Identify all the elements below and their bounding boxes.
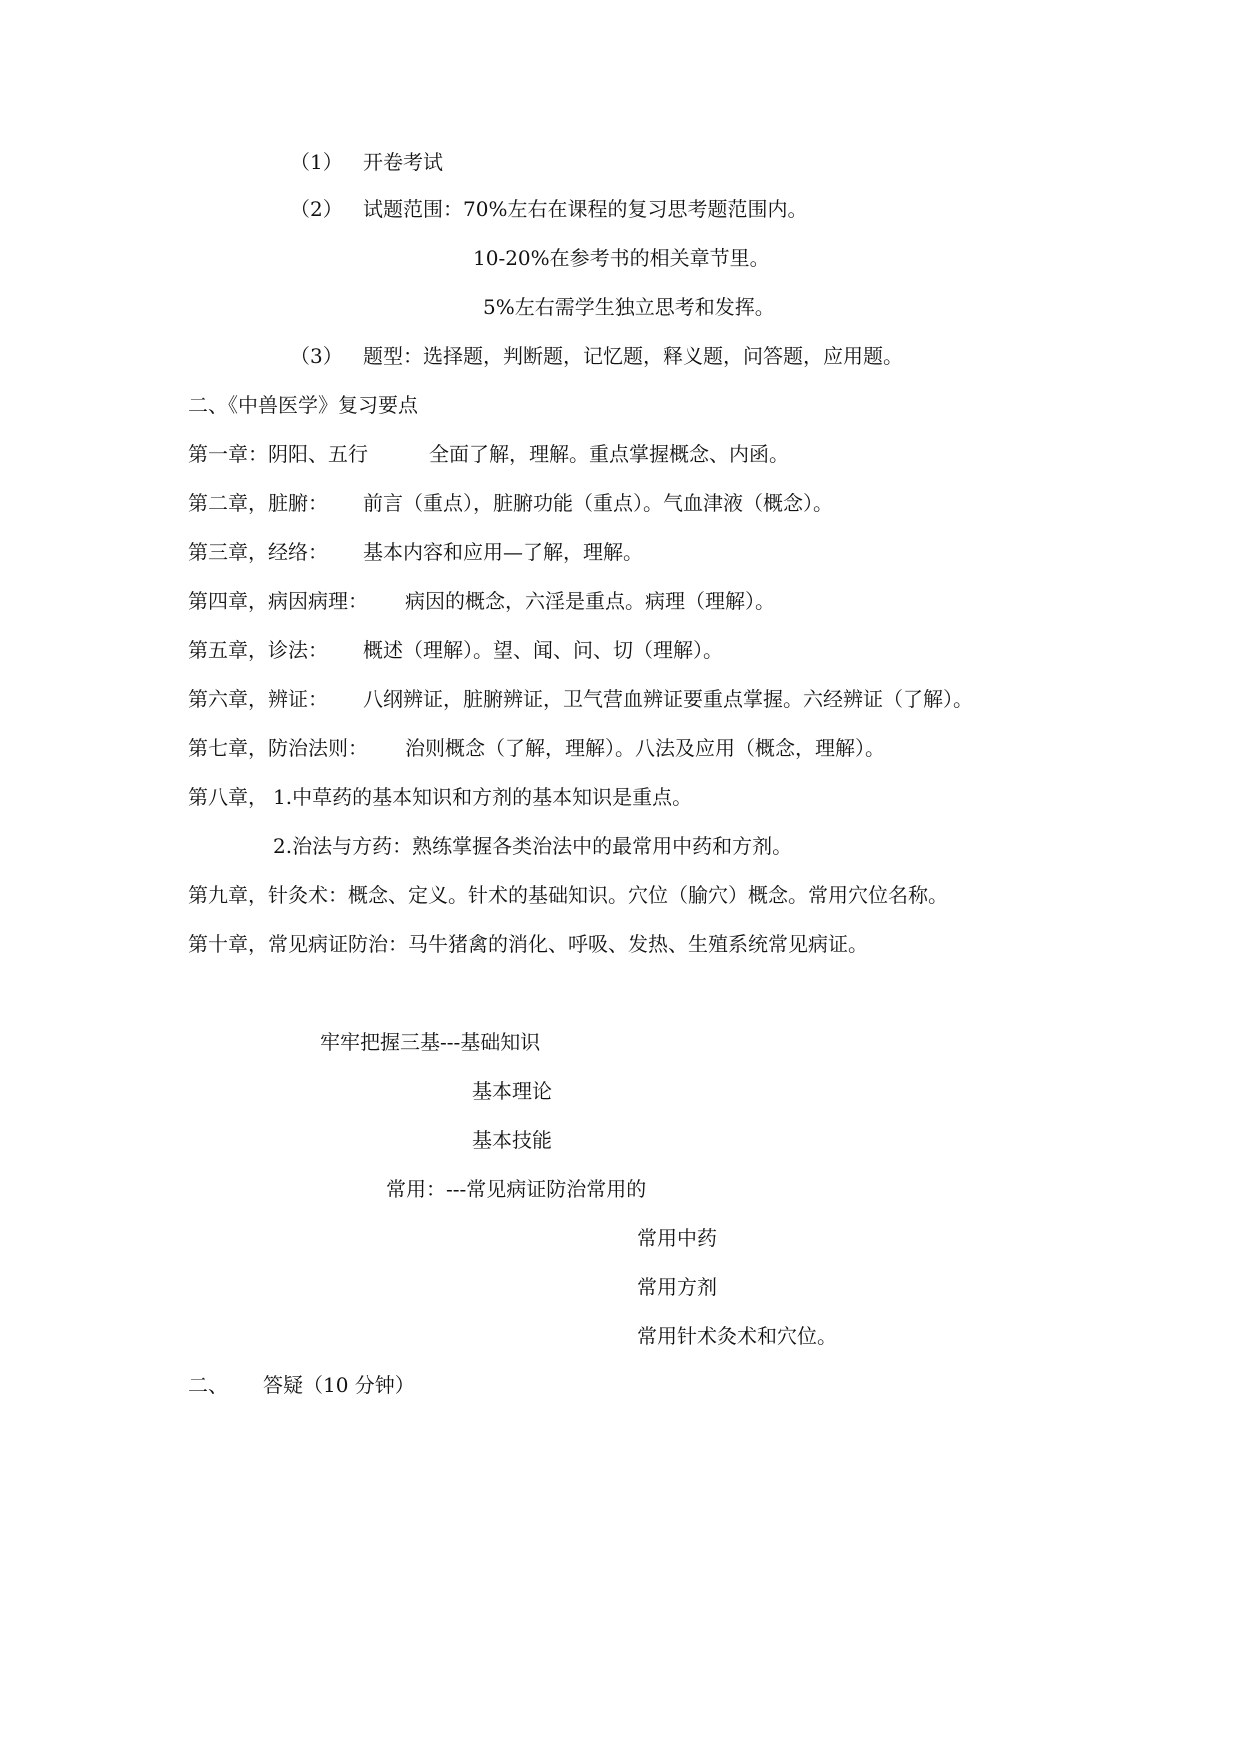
chapter-6-label: 第六章，辨证： bbox=[188, 687, 328, 711]
chapter-8-label: 第八章， bbox=[188, 785, 268, 809]
chapter-5-label: 第五章，诊法： bbox=[188, 638, 328, 662]
summary-common: 常用：---常见病证防治常用的 bbox=[386, 1177, 647, 1201]
summary-basic-skill: 基本技能 bbox=[472, 1128, 552, 1152]
chapter-8-text: 1.中草药的基本知识和方剂的基本知识是重点。 bbox=[273, 785, 693, 809]
exam-item-1-number: （1） bbox=[290, 150, 343, 174]
chapter-5-text: 概述（理解）。望、闻、问、切（理解）。 bbox=[363, 638, 723, 662]
summary-common-herbs: 常用中药 bbox=[637, 1226, 717, 1250]
summary-basic-theory: 基本理论 bbox=[472, 1079, 552, 1103]
chapter-1-text: 全面了解，理解。重点掌握概念、内函。 bbox=[429, 442, 789, 466]
summary-three-basics: 牢牢把握三基---基础知识 bbox=[320, 1030, 541, 1054]
chapter-2-label: 第二章，脏腑： bbox=[188, 491, 328, 515]
qa-section bbox=[188, 1373, 415, 1397]
chapter-1-label: 第一章：阴阳、五行 bbox=[188, 442, 368, 466]
chapter-7-label: 第七章，防治法则： bbox=[188, 736, 368, 760]
review-heading: 二、《中兽医学》复习要点 bbox=[188, 393, 418, 417]
chapter-3-label: 第三章，经络： bbox=[188, 540, 328, 564]
exam-item-3-number: （3） bbox=[290, 344, 343, 368]
chapter-2 bbox=[188, 491, 833, 515]
chapter-8-sub: 2.治法与方药：熟练掌握各类治法中的最常用中药和方剂。 bbox=[273, 834, 793, 858]
chapter-4-label: 第四章，病因病理： bbox=[188, 589, 368, 613]
qa-number: 二、 bbox=[188, 1373, 228, 1397]
chapter-4-text: 病因的概念，六淫是重点。病理（理解）。 bbox=[405, 589, 775, 613]
chapter-7-text: 治则概念（了解，理解）。八法及应用（概念，理解）。 bbox=[405, 736, 885, 760]
chapter-3-text: 基本内容和应用—了解，理解。 bbox=[363, 540, 643, 564]
summary-common-acupuncture: 常用针术灸术和穴位。 bbox=[637, 1324, 837, 1348]
chapter-8 bbox=[188, 785, 692, 809]
exam-item-2-text: 试题范围：70%左右在课程的复习思考题范围内。 bbox=[363, 197, 808, 221]
exam-item-2-sub-2: 5%左右需学生独立思考和发挥。 bbox=[483, 295, 775, 319]
exam-item-3 bbox=[290, 344, 903, 368]
chapter-2-text: 前言（重点），脏腑功能（重点）。气血津液（概念）。 bbox=[363, 491, 833, 515]
exam-item-2-sub-1: 10-20%在参考书的相关章节里。 bbox=[473, 246, 770, 270]
exam-item-1 bbox=[290, 150, 443, 174]
exam-item-2-number: （2） bbox=[290, 197, 343, 221]
chapter-6-text: 八纲辨证，脏腑辨证，卫气营血辨证要重点掌握。六经辨证（了解）。 bbox=[363, 687, 973, 711]
chapter-7 bbox=[188, 736, 885, 760]
exam-item-3-text: 题型：选择题，判断题，记忆题，释义题，问答题，应用题。 bbox=[363, 344, 903, 368]
summary-common-formulas: 常用方剂 bbox=[637, 1275, 717, 1299]
chapter-6 bbox=[188, 687, 973, 711]
chapter-9: 第九章，针灸术：概念、定义。针术的基础知识。穴位（腧穴）概念。常用穴位名称。 bbox=[188, 883, 948, 907]
chapter-4 bbox=[188, 589, 775, 613]
qa-text: 答疑（10 分钟） bbox=[263, 1373, 415, 1397]
exam-item-2 bbox=[290, 197, 807, 221]
chapter-1 bbox=[188, 442, 789, 466]
chapter-10: 第十章，常见病证防治：马牛猪禽的消化、呼吸、发热、生殖系统常见病证。 bbox=[188, 932, 868, 956]
exam-item-1-text: 开卷考试 bbox=[363, 150, 443, 174]
chapter-3 bbox=[188, 540, 643, 564]
chapter-5 bbox=[188, 638, 723, 662]
